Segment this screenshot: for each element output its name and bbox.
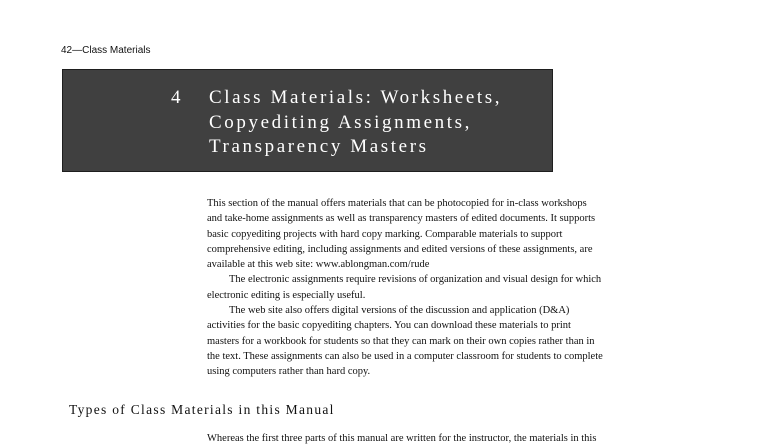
chapter-title-line: Transparency Masters — [209, 136, 429, 157]
chapter-title-line: Copyediting Assignments, — [209, 111, 472, 133]
body-line: activities for the basic copyediting chapters. You can download these materials to print — [207, 320, 571, 332]
body-line: available at this web site: www.ablongman.com/rude — [207, 259, 430, 271]
body-line: The web site also offers digital versions of the discussion and application (D&A) — [229, 305, 570, 317]
body-line: comprehensive editing, including assignments and edited versions of these assignments, are — [207, 243, 593, 255]
chapter-title — [209, 86, 502, 160]
body-line: using computers rather than hard copy. — [207, 366, 371, 378]
intro-body — [207, 196, 707, 380]
chapter-number: 4 — [171, 87, 182, 108]
body-line: The electronic assignments require revisions of organization and visual design for which — [229, 274, 602, 286]
chapter-title-banner — [62, 69, 553, 172]
section-heading: Types of Class Materials in this Manual — [69, 402, 335, 417]
body-line: and take-home assignments as well as transparency masters of edited documents. It supports — [207, 213, 596, 225]
body-line: This section of the manual offers materials that can be photocopied for in-class workshops — [207, 198, 587, 209]
section-body-line: Whereas the first three parts of this manual are written for the instructor, the materials in this — [207, 433, 597, 444]
body-line: masters for a workbook for students so that they can mark on their own copies rather than in — [207, 335, 595, 347]
body-line: the text. These assignments can also be used in a computer classroom for students to complete — [207, 350, 603, 362]
body-line: electronic editing is especially useful. — [207, 289, 366, 301]
body-line: basic copyediting projects with hard copy marking. Comparable materials to support — [207, 228, 563, 240]
running-head: 42—Class Materials — [61, 45, 151, 56]
chapter-title-line: Class Materials: Worksheets, — [209, 87, 503, 108]
